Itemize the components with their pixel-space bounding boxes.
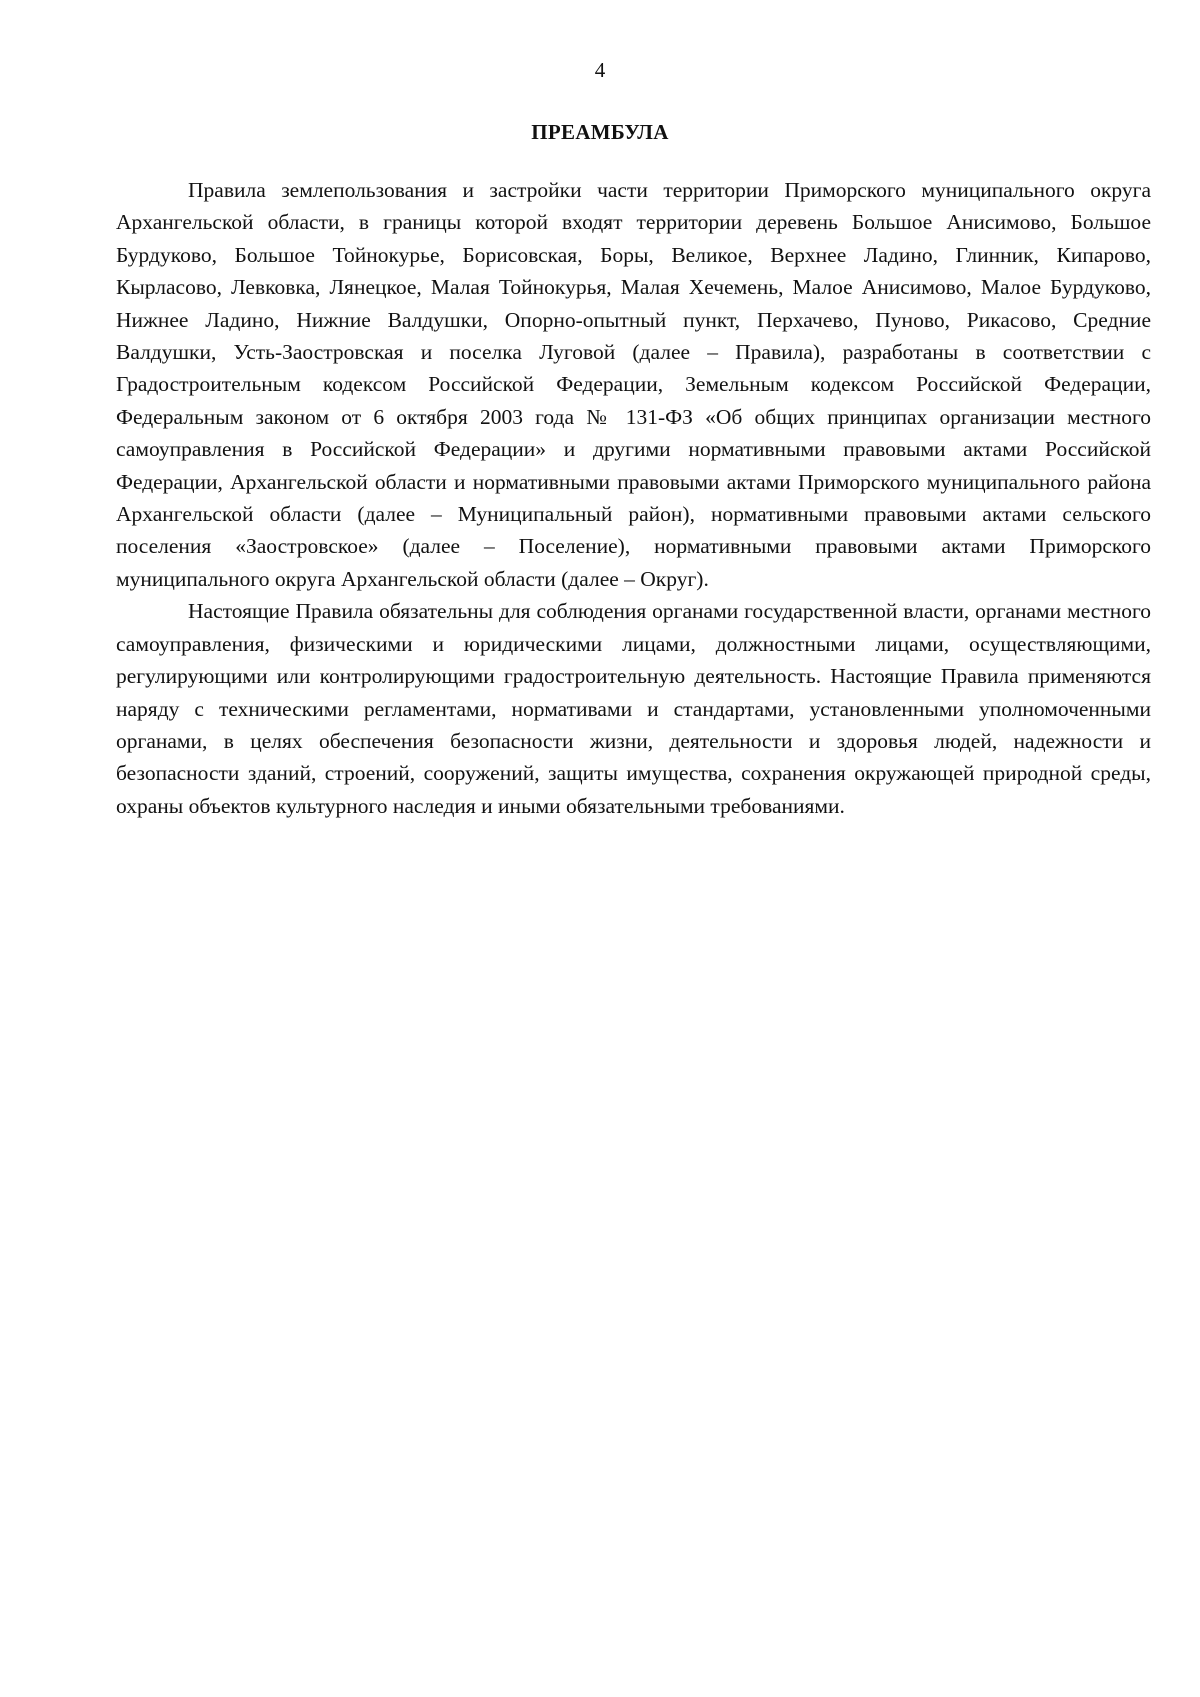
preamble-body — [116, 174, 1151, 822]
section-title: ПРЕАМБУЛА — [531, 120, 669, 144]
paragraph: Настоящие Правила обязательны для соблюдения органами государственной власти, органами местного самоуправления, физическими и юридическими лицами, должностными лицами, осуществляющими, регулирующими или контролирующими градостроительную деятельность. Настоящие Правила применяются наряду с техническими регламентами, нормативами и стандартами, установленными уполномоченными органами, в целях обеспечения безопасности жизни, деятельности и здоровья людей, надежности и безопасности зданий, строений, сооружений, защиты имущества, сохранения окружающей природной среды, охраны объектов культурного наследия и иными обязательными требованиями. — [116, 599, 1151, 818]
paragraph: Правила землепользования и застройки части территории Приморского муниципального округа Архангельской области, в границы которой входят территории деревень Большое Анисимово, Большое Бурдуково, Большое Тойнокурье, Борисовская, Боры, Великое, Верхнее Ладино, Глинник, Кипарово, Кырласово, Левковка, Лянецкое, Малая Тойнокурья, Малая Хечемень, Малое Анисимово, Малое Бурдуково, Нижнее Ладино, Нижние Валдушки, Опорно-опытный пункт, Перхачево, Пуново, Рикасово, Средние Валдушки, Усть-Заостровская и поселка Луговой (далее – Правила), разработаны в соответствии с Градостроительным кодексом Российской Федерации, Земельным кодексом Российской Федерации, Федеральным законом от 6 октября 2003 года № 131-ФЗ «Об общих принципах организации местного самоуправления в Российской Федерации» и другими нормативными правовыми актами Российской Федерации, Архангельской области и нормативными правовыми актами Приморского муниципального района Архангельской области (далее – Муниципальный район), нормативными правовыми актами сельского поселения «Заостровское» (далее – Поселение), нормативными правовыми актами Приморского муниципального округа Архангельской области (далее – Округ). — [116, 178, 1151, 591]
page-number: 4 — [594, 58, 606, 82]
